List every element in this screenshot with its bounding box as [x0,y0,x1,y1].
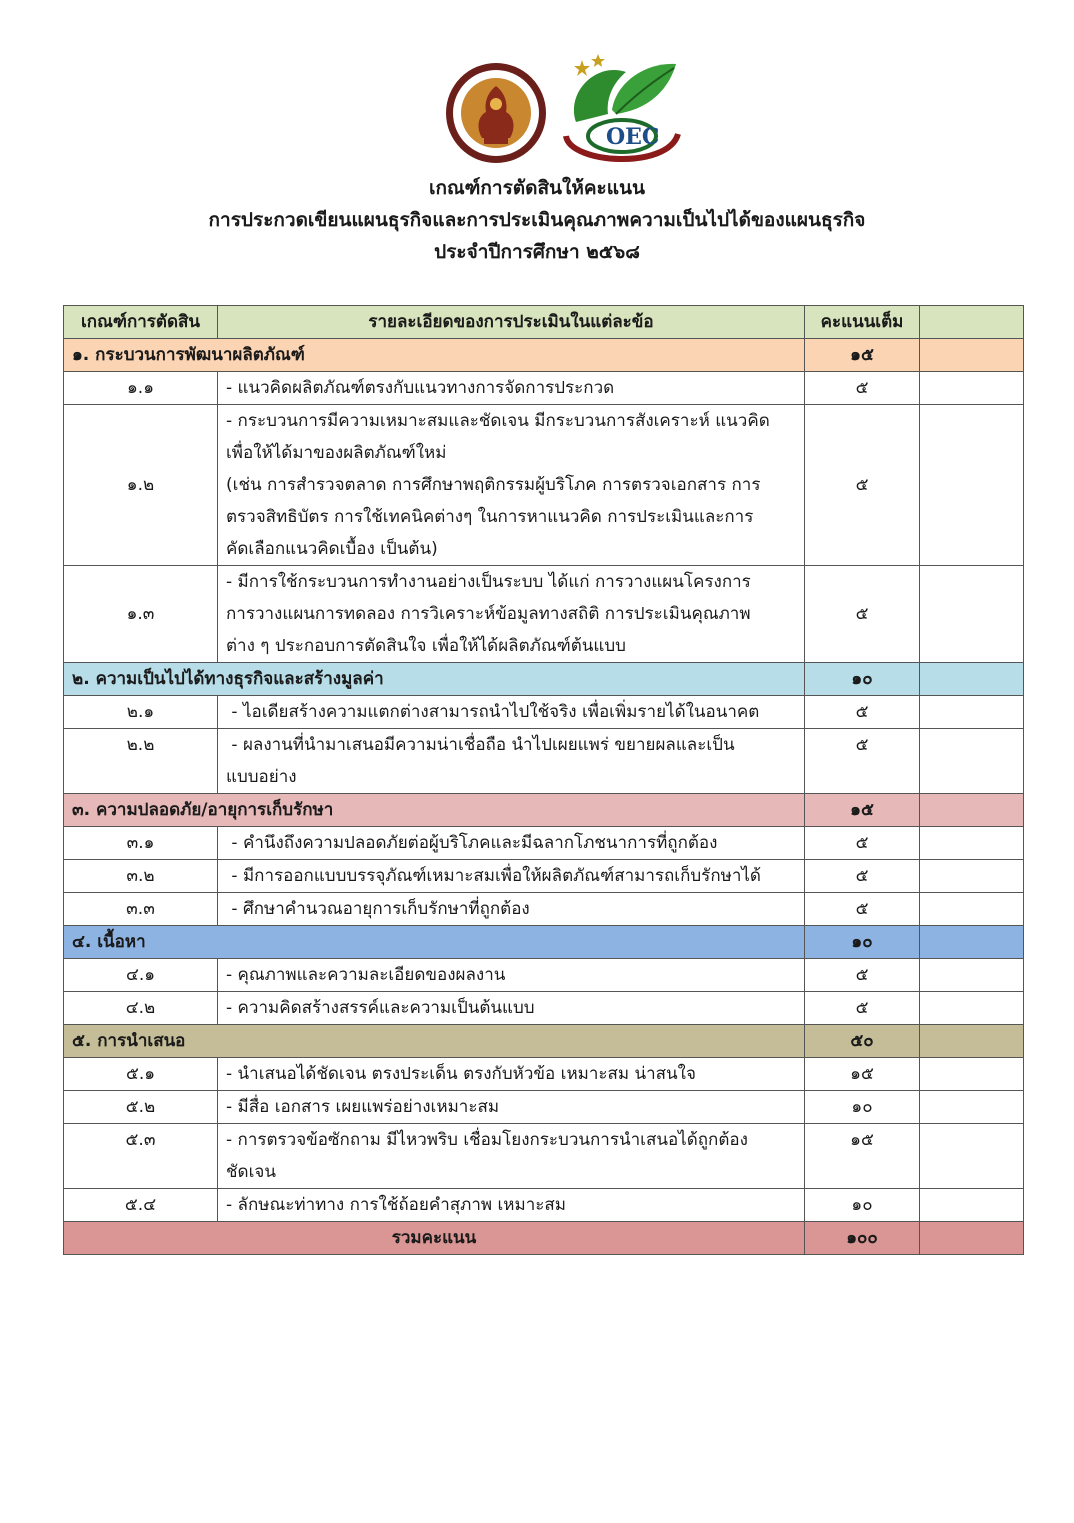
criteria-detail [218,893,805,926]
document-subtitle: การประกวดเขียนแผนธุรกิจและการประเมินคุณภาพความเป็นไปได้ของแผนธุรกิจ [208,209,866,231]
logos-area [0,52,1074,180]
section-title: ๑. กระบวนการพัฒนาผลิตภัณฑ์ [64,339,805,372]
section-title: ๔. เนื้อหา [64,926,805,959]
criteria-score: ๑๕ [805,1058,920,1091]
criteria-score: ๕ [805,893,920,926]
criteria-blank-cell [920,1124,1024,1189]
criteria-detail-line: - นำเสนอได้ชัดเจน ตรงประเด็น ตรงกับหัวข้อ เหมาะสม น่าสนใจ [226,1064,696,1084]
criteria-detail-line: - มีการออกแบบบรรจุภัณฑ์เหมาะสมเพื่อให้ผลิตภัณฑ์สามารถเก็บรักษาได้ [226,866,761,886]
criteria-detail-line: - มีสื่อ เอกสาร เผยแพร่อย่างเหมาะสม [226,1097,500,1117]
criteria-row [64,372,1024,405]
criteria-detail [218,1058,805,1091]
criteria-detail-line: ตรวจสิทธิบัตร การใช้เทคนิคต่างๆ ในการหาแนวคิด การประเมินและการ [226,507,754,527]
criteria-score: ๕ [805,860,920,893]
criteria-detail-line: (เช่น การสำรวจตลาด การศึกษาพฤติกรรมผู้บริโภค การตรวจเอกสาร การ [226,475,761,495]
criteria-detail-line: - ไอเดียสร้างความแตกต่างสามารถนำไปใช้จริง เพื่อเพิ่มรายได้ในอนาคต [226,702,760,722]
section-row [64,794,1024,827]
criteria-detail [218,827,805,860]
criteria-detail-line: - การตรวจข้อซักถาม มีไหวพริบ เชื่อมโยงกระบวนการนำเสนอได้ถูกต้อง [226,1130,748,1150]
criteria-detail-line: - กระบวนการมีความเหมาะสมและชัดเจน มีกระบวนการสังเคราะห์ แนวคิด [226,411,770,431]
criteria-detail [218,372,805,405]
criteria-detail [218,696,805,729]
criteria-score: ๕ [805,729,920,794]
criteria-detail [218,1091,805,1124]
criteria-number: ๒.๒ [64,729,218,794]
criteria-detail-line: ต่าง ๆ ประกอบการตัดสินใจ เพื่อให้ได้ผลิตภัณฑ์ต้นแบบ [226,636,626,656]
criteria-detail [218,729,805,794]
criteria-detail-line: - มีการใช้กระบวนการทำงานอย่างเป็นระบบ ได้แก่ การวางแผนโครงการ [226,572,751,592]
document-title: เกณฑ์การตัดสินให้คะแนน [429,177,645,199]
criteria-number: ๔.๑ [64,959,218,992]
criteria-detail-line: - คุณภาพและความละเอียดของผลงาน [226,965,506,985]
criteria-detail [218,992,805,1025]
criteria-blank-cell [920,405,1024,566]
document-header [0,172,1074,268]
criteria-blank-cell [920,566,1024,663]
criteria-detail [218,405,805,566]
section-row [64,663,1024,696]
criteria-detail-line: - คำนึงถึงความปลอดภัยต่อผู้บริโภคและมีฉลากโภชนาการที่ถูกต้อง [226,833,718,853]
section-row [64,339,1024,372]
section-score: ๑๕ [805,794,920,827]
criteria-row [64,1189,1024,1222]
criteria-detail [218,1124,805,1189]
section-title: ๒. ความเป็นไปได้ทางธุรกิจและสร้างมูลค่า [64,663,805,696]
total-score: ๑๐๐ [805,1222,920,1255]
criteria-score: ๕ [805,696,920,729]
total-blank-cell [920,1222,1024,1255]
criteria-score: ๕ [805,992,920,1025]
criteria-blank-cell [920,696,1024,729]
criteria-number: ๓.๑ [64,827,218,860]
criteria-row [64,1058,1024,1091]
criteria-row [64,1091,1024,1124]
criteria-score: ๕ [805,827,920,860]
criteria-detail-line: ชัดเจน [226,1162,276,1182]
criteria-detail [218,566,805,663]
criteria-detail-line: - ลักษณะท่าทาง การใช้ถ้อยคำสุภาพ เหมาะสม [226,1195,566,1215]
criteria-number: ๕.๒ [64,1091,218,1124]
criteria-row [64,566,1024,663]
section-blank-cell [920,663,1024,696]
criteria-row [64,405,1024,566]
academic-year-line: ประจำปีการศึกษา ๒๕๖๘ [434,241,640,263]
section-title: ๓. ความปลอดภัย/อายุการเก็บรักษา [64,794,805,827]
criteria-score: ๕ [805,372,920,405]
section-score: ๑๐ [805,663,920,696]
column-header-details: รายละเอียดของการประเมินในแต่ละข้อ [218,306,805,339]
criteria-row [64,827,1024,860]
section-score: ๕๐ [805,1025,920,1058]
criteria-blank-cell [920,1091,1024,1124]
ovec-seal-logo [444,58,548,168]
criteria-row [64,1124,1024,1189]
criteria-row [64,729,1024,794]
section-blank-cell [920,926,1024,959]
total-label: รวมคะแนน [64,1222,805,1255]
criteria-number: ๕.๑ [64,1058,218,1091]
criteria-blank-cell [920,860,1024,893]
criteria-detail [218,959,805,992]
section-score: ๑๐ [805,926,920,959]
criteria-score: ๑๕ [805,1124,920,1189]
criteria-detail-line: - ความคิดสร้างสรรค์และความเป็นต้นแบบ [226,998,535,1018]
criteria-detail-line: เพื่อให้ได้มาของผลิตภัณฑ์ใหม่ [226,443,447,463]
oec-logo-text: OEC [606,124,660,150]
section-blank-cell [920,1025,1024,1058]
column-header-criteria: เกณฑ์การตัดสิน [64,306,218,339]
criteria-score: ๑๐ [805,1189,920,1222]
table-header-row [64,306,1024,339]
criteria-number: ๑.๑ [64,372,218,405]
criteria-row [64,696,1024,729]
criteria-score: ๕ [805,566,920,663]
criteria-number: ๓.๒ [64,860,218,893]
criteria-detail-line: แบบอย่าง [226,767,297,787]
criteria-number: ๓.๓ [64,893,218,926]
section-title: ๕. การนำเสนอ [64,1025,805,1058]
criteria-blank-cell [920,893,1024,926]
criteria-detail-line: - ผลงานที่นำมาเสนอมีความน่าเชื่อถือ นำไปเผยแพร่ ขยายผลและเป็น [226,735,735,755]
criteria-number: ๔.๒ [64,992,218,1025]
criteria-blank-cell [920,1058,1024,1091]
criteria-detail-line: คัดเลือกแนวคิดเบื้อง เป็นต้น) [226,539,438,559]
criteria-detail [218,860,805,893]
criteria-detail-line: - ศึกษาคำนวณอายุการเก็บรักษาที่ถูกต้อง [226,899,530,919]
section-score: ๑๕ [805,339,920,372]
column-header-blank [920,306,1024,339]
criteria-row [64,959,1024,992]
section-row [64,1025,1024,1058]
criteria-row [64,893,1024,926]
criteria-detail [218,1189,805,1222]
criteria-number: ๑.๒ [64,405,218,566]
scoring-criteria-table [63,305,1024,1255]
criteria-blank-cell [920,372,1024,405]
criteria-score: ๑๐ [805,1091,920,1124]
criteria-blank-cell [920,827,1024,860]
section-blank-cell [920,794,1024,827]
column-header-full-score: คะแนนเต็ม [805,306,920,339]
criteria-blank-cell [920,992,1024,1025]
criteria-row [64,992,1024,1025]
criteria-number: ๕.๔ [64,1189,218,1222]
criteria-blank-cell [920,959,1024,992]
total-row [64,1222,1024,1255]
criteria-number: ๑.๓ [64,566,218,663]
criteria-detail-line: การวางแผนการทดลอง การวิเคราะห์ข้อมูลทางสถิติ การประเมินคุณภาพ [226,604,751,624]
section-blank-cell [920,339,1024,372]
criteria-row [64,860,1024,893]
criteria-blank-cell [920,729,1024,794]
oec-logo [556,52,684,174]
criteria-blank-cell [920,1189,1024,1222]
criteria-number: ๕.๓ [64,1124,218,1189]
criteria-score: ๕ [805,405,920,566]
section-row [64,926,1024,959]
criteria-detail-line: - แนวคิดผลิตภัณฑ์ตรงกับแนวทางการจัดการประกวด [226,378,615,398]
criteria-score: ๕ [805,959,920,992]
criteria-number: ๒.๑ [64,696,218,729]
